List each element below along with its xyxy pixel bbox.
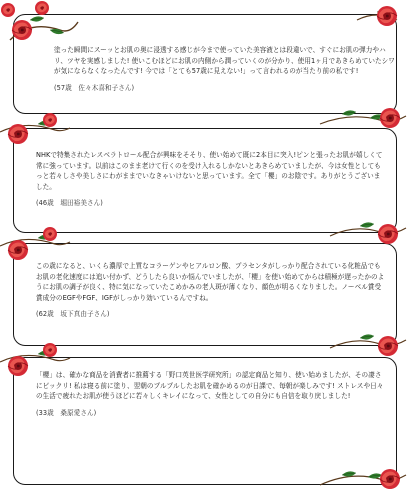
testimonial-author: (62歳 坂下真由子さん) [36,310,110,319]
rose-decoration-mid-left-4 [0,340,70,392]
testimonial-text-4 [36,370,386,418]
rose-decoration-top-left [0,0,80,60]
testimonial-text-2 [36,150,386,209]
testimonial-author: (33歳 桑原愛さん) [36,408,97,417]
testimonial-author: (46歳 堀田裕美さん) [36,199,103,208]
testimonial-body: NHKで特集されたレスベラトロール配合が興味をそそり、使い始めて既に2本目に突入!ピンと張ったお肌が嬉しくて常に強っています。以前はこのまま老けて行くのを受け入れるしかないとあきらめていましたが、今は女性としてもっと若々しさや美しさにわがままでいなきゃいけないと思っています。全て「櫻」のお陰です。ありがとうございました。 [36,151,383,191]
testimonial-text-1 [54,45,398,93]
testimonial-body: この歳になると、いくら濃厚で上質なコラーゲンやヒアルロン酸、プラセンタがしっかり配合されている化粧品でもお肌の老化速度には追い付かず、どうしたら良いか悩んでいましたが、「櫻」を使い始めてからは積極が遅ったかのようにお肌の調子が良く、特に気になっていたこめかみの老人斑が薄くなり、顔色が明るくなりました。ノーベル賞受賞成分のEGFやFGF、IGFがしっかり効いているんですね。 [36,262,385,302]
rose-decoration-mid-right-3 [330,326,407,366]
rose-decoration-top-right [357,0,407,50]
testimonial-body: 「櫻」は、確かな商品を消費者に推薦する「野口英世医学研究所」の認定商品と知り、使い始めましたが、その凄さにビックリ! 私は寝る前に塗り、翌朝のプルプルしたお肌を確かめるのが日課で、毎朝が楽しみです! ストレスや日々の生活で疲れたお肌が使うほどに若々しくキレイになって、女性としての自分にも自信を取り戻しました! [36,371,384,401]
testimonial-author: (57歳 佐々木喜和子さん) [54,83,135,92]
rose-decoration-mid-right-1 [320,98,407,138]
testimonial-text-3 [36,261,386,320]
rose-decoration-bottom-right [320,455,407,500]
rose-decoration-mid-right-2 [330,214,407,254]
rose-decoration-mid-left-3 [0,226,70,276]
rose-decoration-mid-left-2 [0,112,70,160]
testimonial-body: 塗った瞬間にスーッとお肌の奥に浸透する感じが今まで使っていた美容液とは段違いで、すぐにお肌の弾力やハリ、ツヤを実感しました! 使いこむほどにお肌の内側から潤っていくのが分かり、使用1ヶ月であきらめていたシワが気にならなくなったんです! 今では「とても57歳に見えない!」って言われるのが当たり前の私です! [54,46,395,76]
